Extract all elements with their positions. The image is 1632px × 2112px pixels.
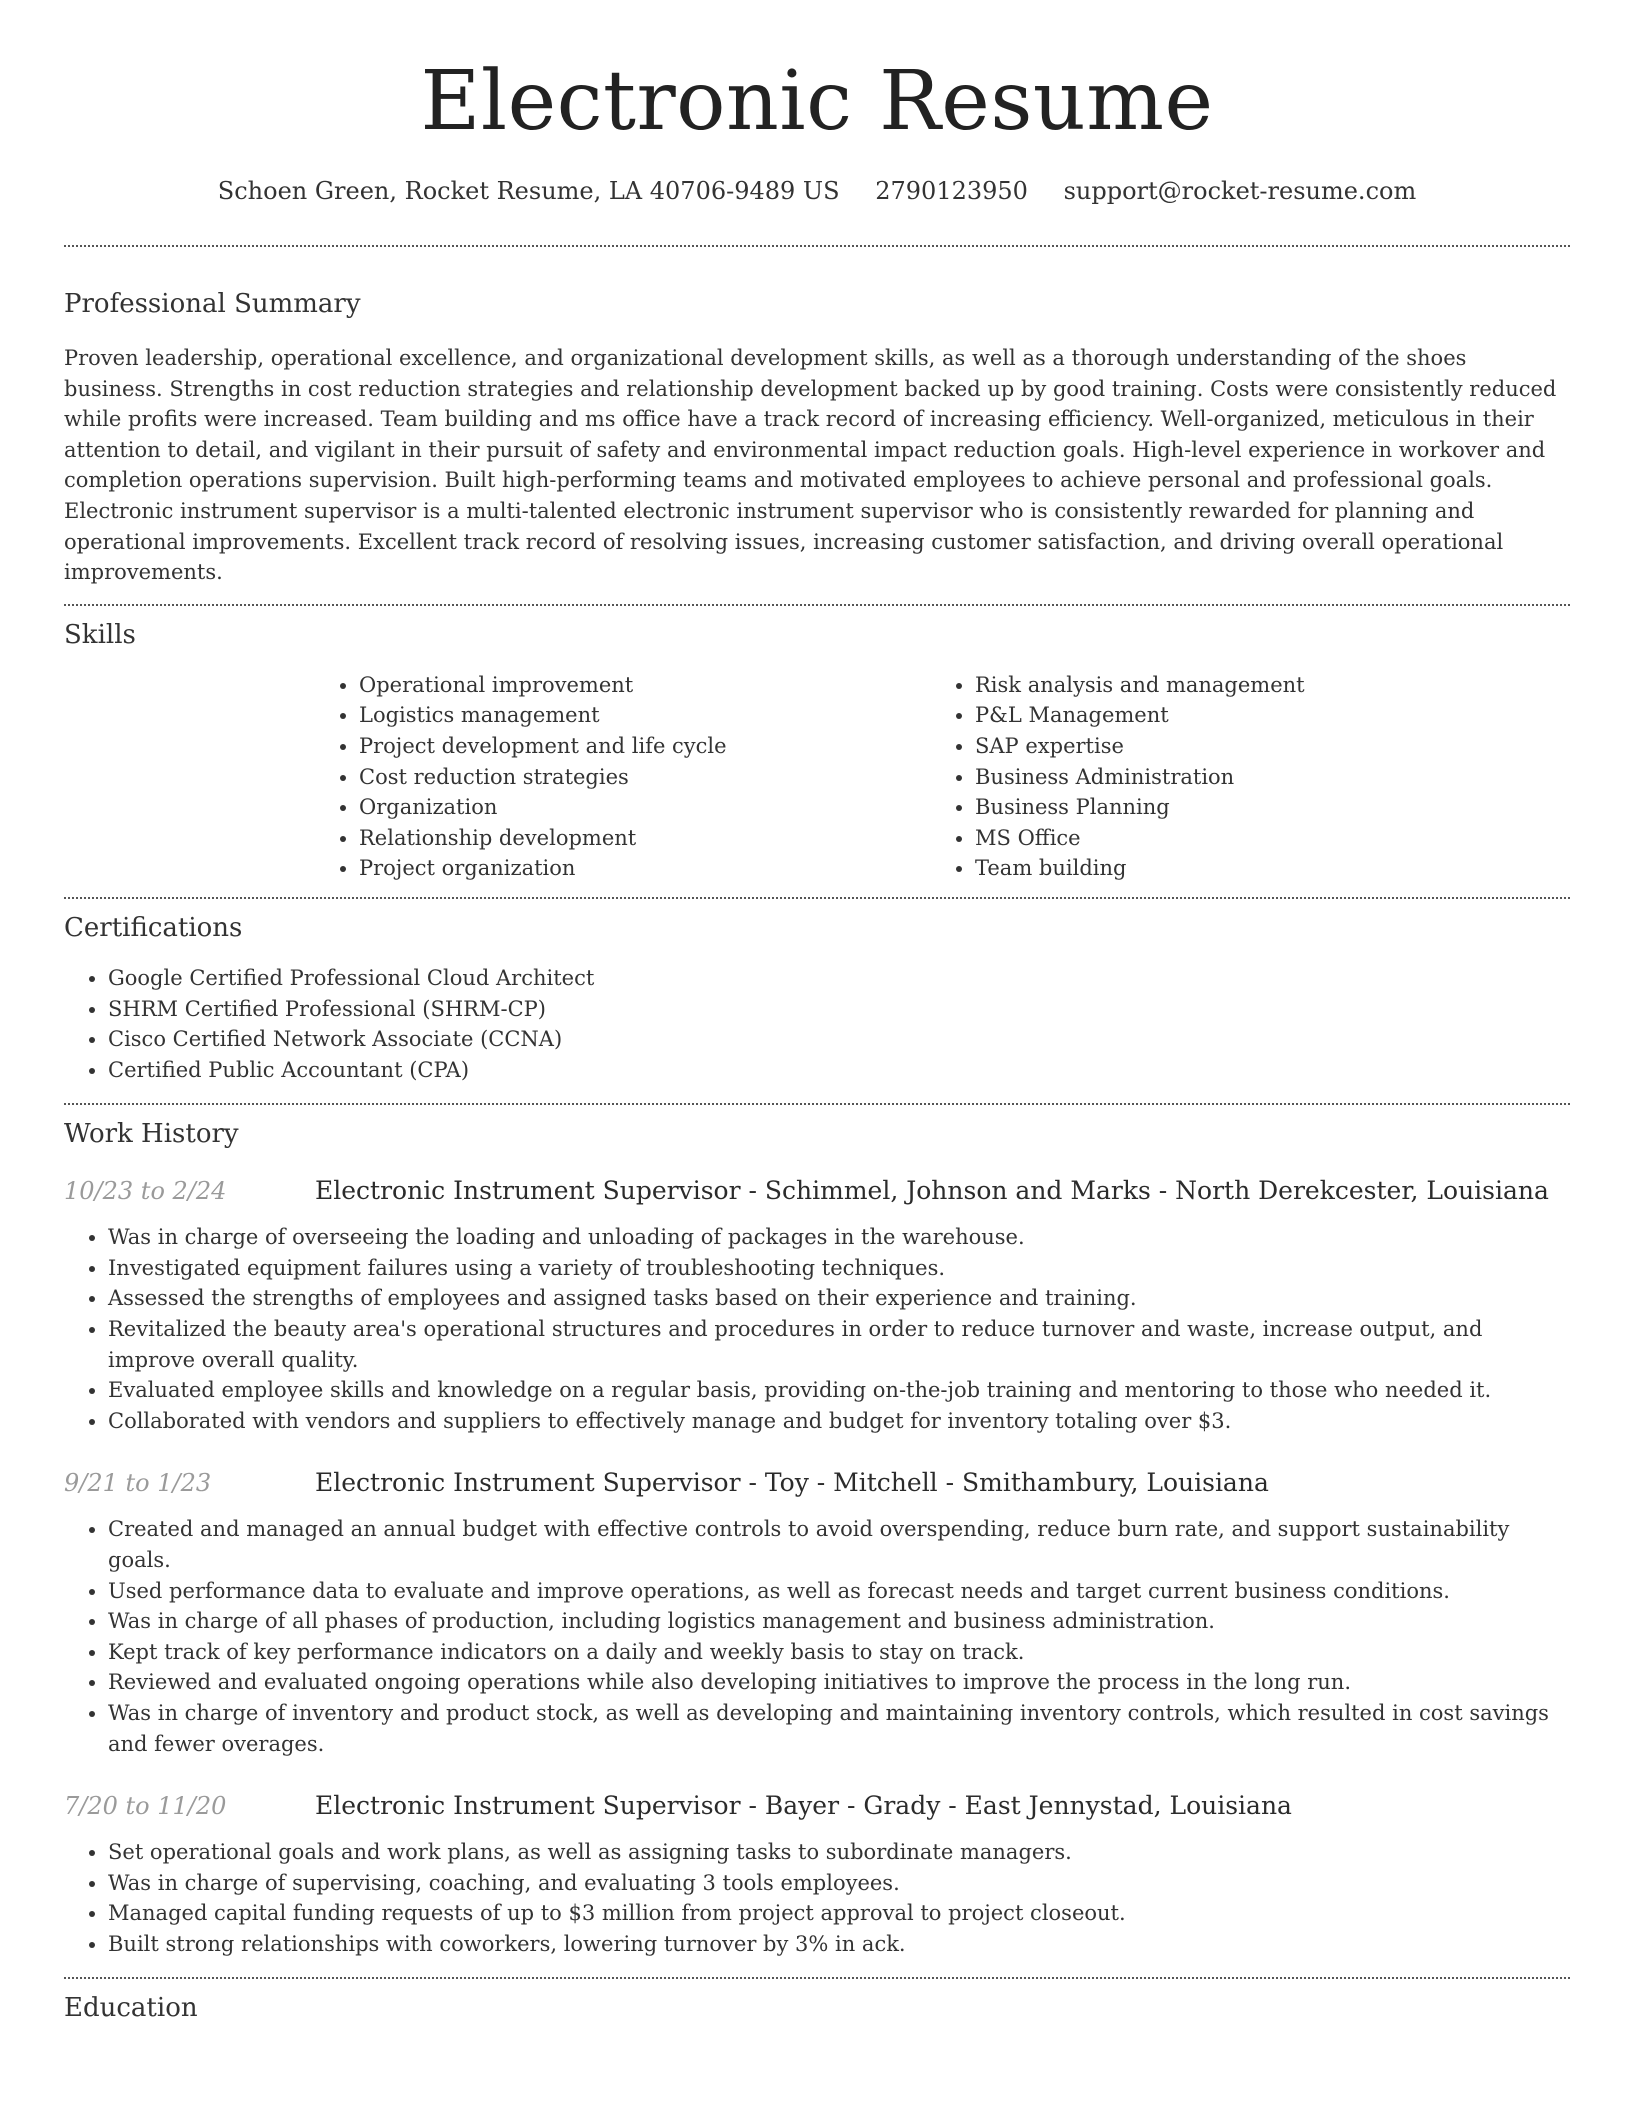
summary-text: Proven leadership, operational excellence, and organizational development skills, as well as a thorough understanding of the shoes business. Strengths in cost reduction strategies and relationship development backed up by good training. Costs were consistently reduced while profits were increased. Team building and ms office have a track record of increasing efficiency. Well-organized, meticulous in their attention to detail, and vigilant in their pursuit of safety and environmental impact reduction goals. High-level experience in workover and completion operations supervision. Built high-performing teams and motivated employees to achieve personal and professional goals. Electronic instrument supervisor is a multi-talented electronic instrument supervisor who is consistently rewarded for planning and operational improvements. Excellent track record of resolving issues, increasing customer satisfaction, and driving overall operational improvements. [64,346,1557,585]
list-item: • SAP expertise [975,731,1547,762]
list-item: • Team building [975,853,1547,884]
job-bullets [64,1222,1570,1436]
job-dates: 9/21 to 1/23 [64,1469,212,1498]
section-heading-work-history: Work History [64,1119,239,1150]
job-title: Electronic Instrument Supervisor - Schimmel, Johnson and Marks - North Derekcester, Louisiana [315,1176,1549,1206]
section-divider [64,1103,1570,1105]
job-entry [64,1174,1570,1436]
list-item: • Set operational goals and work plans, as well as assigning tasks to subordinate managers. [108,1837,1570,1868]
skills-section [64,617,1570,884]
job-title: Electronic Instrument Supervisor - Bayer - Grady - East Jennystad, Louisiana [315,1791,1292,1821]
section-heading-education: Education [64,1992,198,2023]
section-divider [64,1977,1570,1979]
section-heading-skills: Skills [64,619,136,650]
contact-email: support@rocket-resume.com [1063,177,1417,205]
job-entry [64,1466,1570,1759]
contact-address: Schoen Green, Rocket Resume, LA 40706-9489 US [217,177,840,205]
list-item: • Was in charge of all phases of production, including logistics management and business administration. [108,1606,1570,1637]
certifications-list [64,963,1570,1085]
list-item: • MS Office [975,823,1547,854]
list-item: • Investigated equipment failures using a variety of troubleshooting techniques. [108,1253,1570,1284]
job-dates: 10/23 to 2/24 [64,1177,227,1206]
list-item: • Evaluated employee skills and knowledge on a regular basis, providing on-the-job training and mentoring to those who needed it. [108,1375,1570,1406]
skills-list-right [931,670,1547,884]
list-item: • Was in charge of overseeing the loading and unloading of packages in the warehouse. [108,1222,1570,1253]
list-item: • Managed capital funding requests of up to $3 million from project approval to project closeout. [108,1898,1570,1929]
certifications-section [64,910,1570,1085]
list-item: • Relationship development [359,823,931,854]
list-item: • Cisco Certified Network Associate (CCNA) [108,1024,1570,1055]
section-heading-certifications: Certifications [64,912,243,943]
list-item: • Kept track of key performance indicators on a daily and weekly basis to stay on track. [108,1637,1570,1668]
skills-list-left [315,670,931,884]
list-item: • Cost reduction strategies [359,762,931,793]
list-item: • Operational improvement [359,670,931,701]
list-item: • Google Certified Professional Cloud Architect [108,963,1570,994]
section-divider [64,897,1570,899]
list-item: • Collaborated with vendors and suppliers to effectively manage and budget for inventory totaling over $3. [108,1406,1570,1437]
skills-columns [315,670,1570,884]
job-entry [64,1789,1570,1959]
contact-line [64,174,1570,208]
list-item: • Was in charge of inventory and product stock, as well as developing and maintaining inventory controls, which resulted in cost savings and fewer overages. [108,1698,1570,1759]
job-title: Electronic Instrument Supervisor - Toy - Mitchell - Smithambury, Louisiana [315,1468,1269,1498]
summary-section [64,286,1570,588]
list-item: • Reviewed and evaluated ongoing operations while also developing initiatives to improve the process in the long run. [108,1667,1570,1698]
resume-title: Electronic Resume [420,54,1214,149]
education-section [64,1990,1570,2026]
list-item: • Built strong relationships with coworkers, lowering turnover by 3% in ack. [108,1929,1570,1960]
skills-column-left [315,670,931,884]
list-item: • Business Planning [975,792,1547,823]
list-item: • SHRM Certified Professional (SHRM-CP) [108,994,1570,1025]
list-item: • Organization [359,792,931,823]
job-dates: 7/20 to 11/20 [64,1792,227,1821]
list-item: • Used performance data to evaluate and improve operations, as well as forecast needs and target current business conditions. [108,1576,1570,1607]
list-item: • Project organization [359,853,931,884]
list-item: • Assessed the strengths of employees and assigned tasks based on their experience and training. [108,1283,1570,1314]
list-item: • Logistics management [359,700,931,731]
list-item: • Created and managed an annual budget with effective controls to avoid overspending, reduce burn rate, and support sustainability goals. [108,1514,1570,1575]
list-item: • Project development and life cycle [359,731,931,762]
list-item: • Revitalized the beauty area's operational structures and procedures in order to reduce turnover and waste, increase output, and improve overall quality. [108,1314,1570,1375]
section-heading-summary: Professional Summary [64,289,361,319]
list-item: • Was in charge of supervising, coaching, and evaluating 3 tools employees. [108,1868,1570,1899]
section-divider [64,604,1570,606]
contact-phone: 2790123950 [875,177,1028,205]
list-item: • Risk analysis and management [975,670,1547,701]
work-history-section [64,1116,1570,1959]
job-bullets [64,1837,1570,1959]
skills-column-right [931,670,1547,884]
job-bullets [64,1514,1570,1759]
resume-page [64,0,1570,2026]
section-divider [64,245,1570,247]
list-item: • P&L Management [975,700,1547,731]
list-item: • Certified Public Accountant (CPA) [108,1055,1570,1086]
list-item: • Business Administration [975,762,1547,793]
